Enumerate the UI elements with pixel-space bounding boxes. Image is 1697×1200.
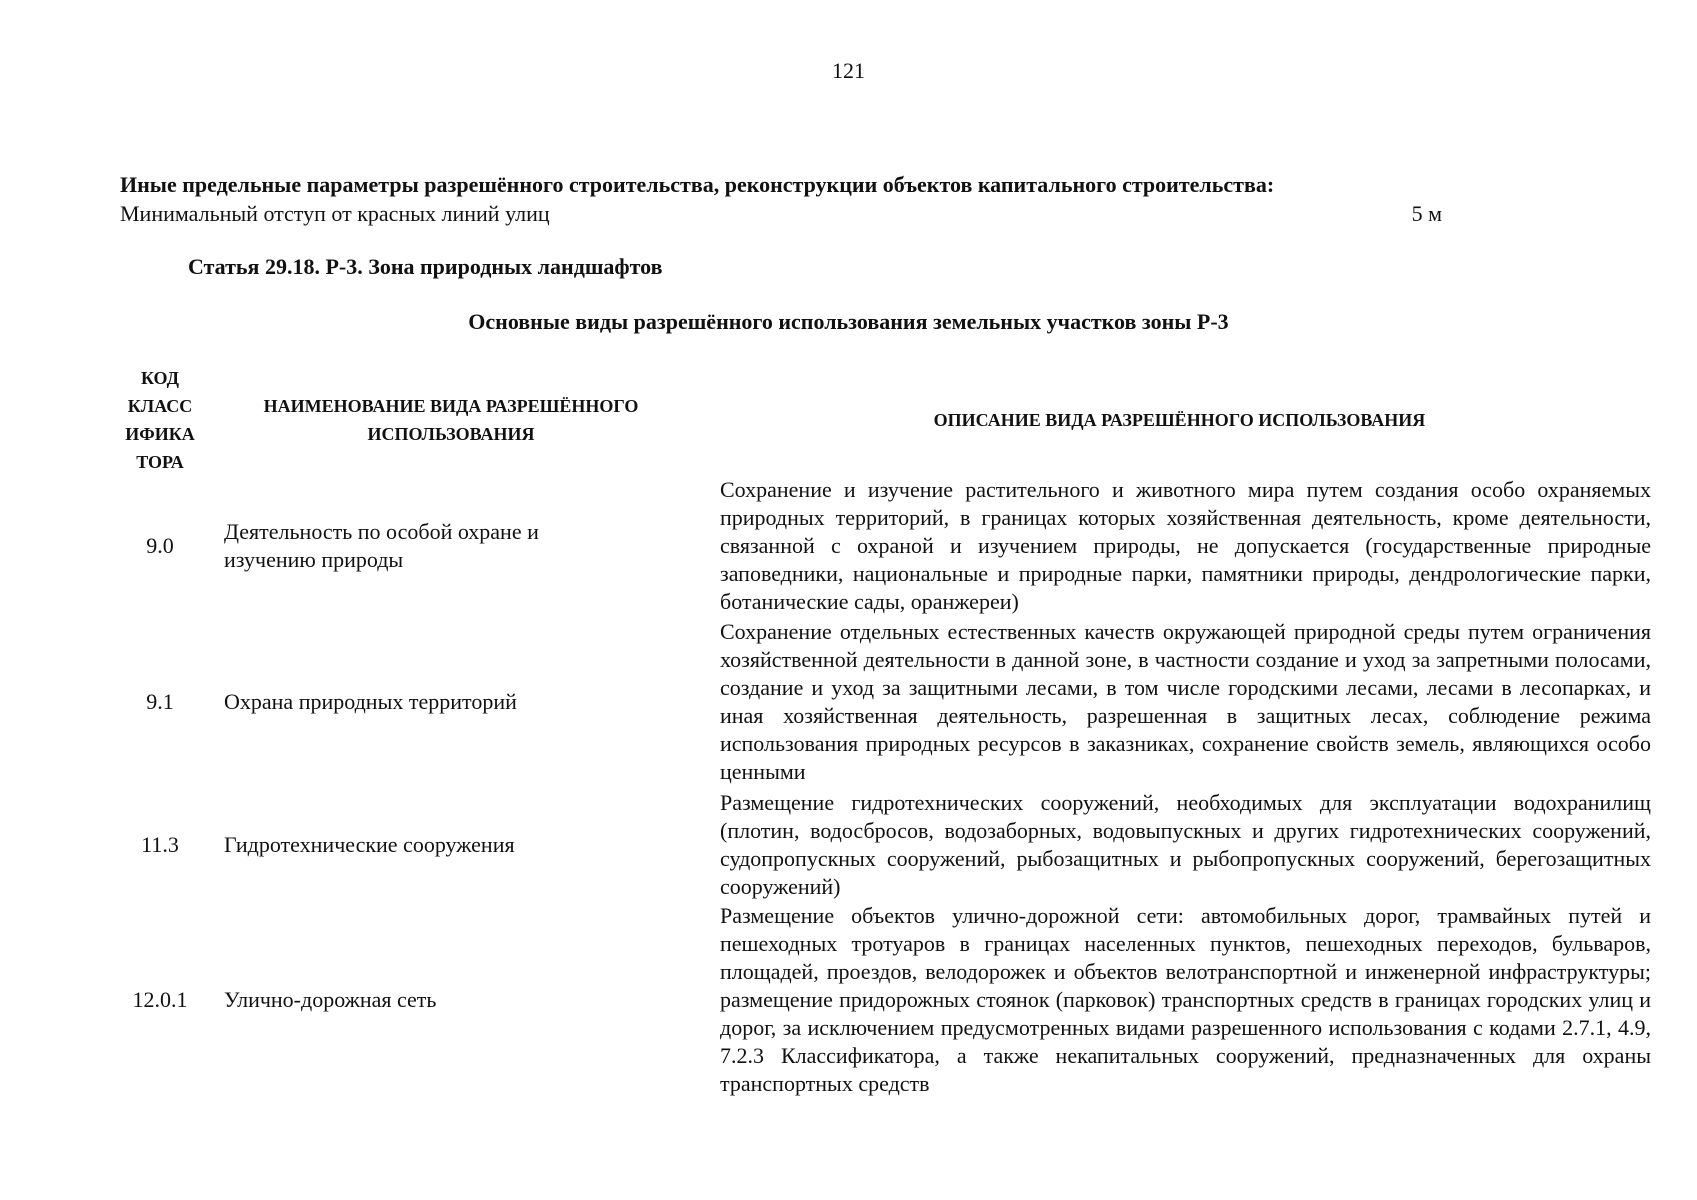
header-code: КОД КЛАСС ИФИКА ТОРА — [125, 368, 195, 472]
permitted-uses-table — [106, 364, 1651, 1098]
row-code: 12.0.1 — [132, 987, 188, 1012]
row-description: Размещение гидротехнических сооружений, необходимых для эксплуатации водохранилищ (плотин, водосбросов, водозаборных, водовыпускных и других гидротехнических сооружений, судопропускных сооружений, рыбозащитных и рыбопропускных сооружений, берегозащитных сооружений) — [720, 790, 1651, 899]
header-name: НАИМЕНОВАНИЕ ВИДА РАЗРЕШЁННОГО ИСПОЛЬЗОВАНИЯ — [263, 396, 639, 444]
param-value: 5 м — [1411, 201, 1442, 226]
row-name: Деятельность по особой охране и изучению природы — [224, 519, 539, 572]
table-row — [106, 788, 1651, 902]
article-title: Статья 29.18. Р-3. Зона природных ландшафтов — [188, 254, 663, 279]
row-name: Гидротехнические сооружения — [224, 832, 515, 857]
row-code: 11.3 — [141, 832, 179, 857]
table-row — [106, 616, 1651, 788]
row-description: Сохранение и изучение растительного и животного мира путем создания особо охраняемых природных территорий, в границах которых хозяйственная деятельность, кроме деятельности, связанной с охраной и изучением природы, не допускается (государственные природные заповедники, национальные и природные парки, памятники природы, дендрологические парки, ботанические сады, оранжереи) — [720, 477, 1651, 614]
table-title-text: Основные виды разрешённого использования земельных участков зоны Р-3 — [468, 309, 1229, 334]
table-title — [0, 309, 1697, 335]
row-description: Сохранение отдельных естественных качеств окружающей природной среды путем ограничения хозяйственной деятельности в данной зоне, в частности создание и уход за запретными полосами, создание и уход за защитными лесами, в том числе городскими лесами, лесами в лесопарках, и иная хозяйственная деятельность, разрешенная в защитных лесах, соблюдение режима использования природных ресурсов в заказниках, сохранение свойств земель, являющихся особо ценными — [720, 619, 1651, 784]
params-heading: Иные предельные параметры разрешённого строительства, реконструкции объектов капитального строительства: — [120, 172, 1275, 197]
header-description: ОПИСАНИЕ ВИДА РАЗРЕШЁННОГО ИСПОЛЬЗОВАНИЯ — [933, 410, 1426, 430]
row-code: 9.0 — [146, 533, 174, 558]
row-name: Улично-дорожная сеть — [224, 987, 437, 1012]
page-number: 121 — [832, 58, 865, 83]
table-header-row — [106, 364, 1651, 476]
table-row — [106, 476, 1651, 616]
row-code: 9.1 — [146, 689, 174, 714]
row-name: Охрана природных территорий — [224, 689, 517, 714]
row-description: Размещение объектов улично-дорожной сети: автомобильных дорог, трамвайных путей и пешеходных тротуаров в границах населенных пунктов, пешеходных переходов, бульваров, площадей, проездов, велодорожек и объектов велотранспортной и инженерной инфраструктуры; размещение придорожных стоянок (парковок) транспортных средств в границах городских улиц и дорог, за исключением предусмотренных видами разрешенного использования с кодами 2.7.1, 4.9, 7.2.3 Классификатора, а также некапитальных сооружений, предназначенных для охраны транспортных средств — [720, 903, 1651, 1096]
param-label: Минимальный отступ от красных линий улиц — [120, 201, 550, 226]
table-row — [106, 902, 1651, 1098]
